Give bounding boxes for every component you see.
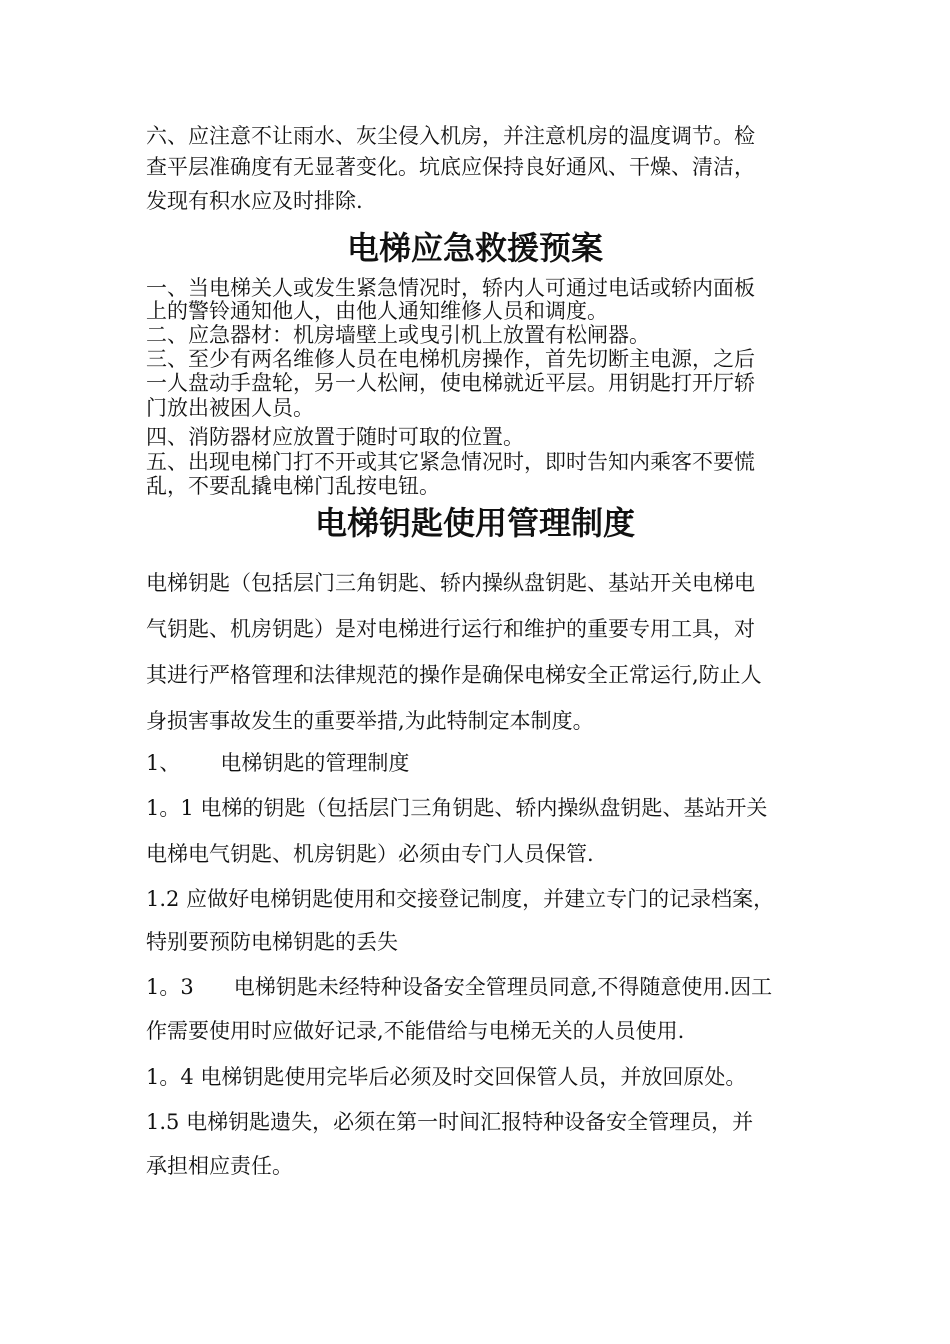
item-1-1-line-2: 电梯电气钥匙、机房钥匙）必须由专门人员保管. [146, 842, 594, 866]
key-intro-line-3: 其进行严格管理和法律规范的操作是确保电梯安全正常运行,防止人 [146, 663, 762, 687]
emergency-plan-title: 电梯应急救援预案 [346, 229, 603, 267]
item-1-4-line-1: 1。4 电梯钥匙使用完毕后必须及时交回保管人员，并放回原处。 [146, 1065, 747, 1089]
item-1-5-line-1: 1.5 电梯钥匙遗失，必须在第一时间汇报特种设备安全管理员，并 [146, 1110, 754, 1134]
key-intro-line-1: 电梯钥匙（包括层门三角钥匙、轿内操纵盘钥匙、基站开关电梯电 [146, 571, 755, 595]
emergency-line-8: 五、出现电梯门打不开或其它紧急情况时，即时告知内乘客不要慌 [146, 450, 755, 474]
emergency-line-3: 二、应急器材：机房墙壁上或曳引机上放置有松闸器。 [146, 323, 650, 347]
section-1-title: 电梯钥匙的管理制度 [220, 751, 410, 775]
item-1-2-line-2: 特别要预防电梯钥匙的丢失 [146, 930, 398, 954]
section-1-heading [146, 750, 409, 776]
item-1-3-text: 电梯钥匙未经特种设备安全管理员同意,不得随意使用.因工 [233, 975, 773, 999]
section-1-number: 1、 [146, 751, 181, 775]
intro-line-3: 发现有积水应及时排除. [146, 189, 363, 213]
emergency-line-1: 一、当电梯关人或发生紧急情况时，轿内人可通过电话或轿内面板 [146, 276, 755, 300]
item-1-3-line-1 [146, 974, 772, 1000]
emergency-line-4: 三、至少有两名维修人员在电梯机房操作，首先切断主电源，之后 [146, 347, 755, 371]
emergency-line-5: 一人盘动手盘轮，另一人松闸，使电梯就近平层。用钥匙打开厅轿 [146, 371, 755, 395]
item-1-3-number: 1。3 [146, 975, 194, 999]
key-management-title: 电梯钥匙使用管理制度 [314, 504, 635, 542]
key-intro-line-4: 身损害事故发生的重要举措,为此特制定本制度。 [146, 709, 594, 733]
intro-line-2: 查平层准确度有无显著变化。坑底应保持良好通风、干燥、清洁， [146, 155, 755, 179]
item-1-2-line-1: 1.2 应做好电梯钥匙使用和交接登记制度，并建立专门的记录档案， [146, 887, 775, 911]
item-1-5-line-2: 承担相应责任。 [146, 1154, 293, 1178]
item-1-1-line-1: 1。1 电梯的钥匙（包括层门三角钥匙、轿内操纵盘钥匙、基站开关 [146, 796, 768, 820]
emergency-line-6: 门放出被困人员。 [146, 396, 314, 420]
key-intro-line-2: 气钥匙、机房钥匙）是对电梯进行运行和维护的重要专用工具，对 [146, 617, 755, 641]
emergency-line-7: 四、消防器材应放置于随时可取的位置。 [146, 425, 524, 449]
intro-line-1: 六、应注意不让雨水、灰尘侵入机房，并注意机房的温度调节。检 [146, 124, 755, 148]
item-1-3-line-2: 作需要使用时应做好记录,不能借给与电梯无关的人员使用. [146, 1019, 685, 1043]
emergency-line-2: 上的警铃通知他人，由他人通知维修人员和调度。 [146, 299, 608, 323]
emergency-line-9: 乱，不要乱撬电梯门乱按电钮。 [146, 474, 440, 498]
